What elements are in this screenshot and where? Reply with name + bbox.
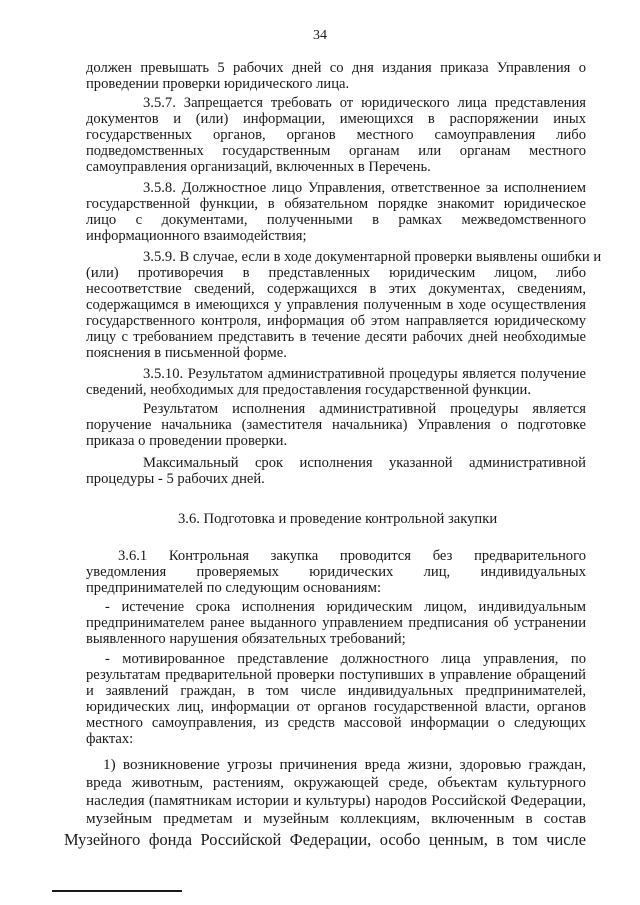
text-line: подведомственных государственным органам или органам местного	[86, 143, 586, 159]
text-line: 3.5.7. Запрещается требовать от юридического лица представления	[143, 95, 586, 111]
text-line: лицу с требованием представить в течение десяти рабочих дней необходимые	[86, 329, 586, 345]
section-heading: 3.6. Подготовка и проведение контрольной закупки	[178, 511, 498, 527]
text-line: местного самоуправления, из средств массовой информации о следующих	[86, 715, 586, 731]
text-line: вреда животным, растениям, окружающей среде, объектам культурного	[86, 774, 586, 791]
text-line: предпринимателей по следующим основаниям:	[86, 580, 382, 596]
text-line: 1) возникновение угрозы причинения вреда жизни, здоровью граждан,	[103, 756, 586, 773]
text-line: государственных органов, органов местного самоуправления либо	[86, 127, 586, 143]
text-line: фактах:	[86, 731, 134, 747]
text-line: юридических лиц, информации от органов государственной власти, органов	[86, 699, 586, 715]
text-line: содержащимся в имеющихся у управления полученным в ходе осуществления	[86, 297, 586, 313]
text-line: выявленного нарушения обязательных требований;	[86, 631, 406, 647]
page-number: 34	[313, 28, 327, 43]
text-line: информационного взаимодействия;	[86, 228, 307, 244]
text-line: 3.6.1 Контрольная закупка проводится без предварительного	[118, 548, 586, 564]
text-line: процедуры - 5 рабочих дней.	[86, 471, 265, 487]
text-line: документов и (или) информации, имеющихся в распоряжении иных	[86, 111, 586, 127]
text-line: Результатом исполнения административной процедуры является	[143, 401, 586, 417]
text-line: 3.5.9. В случае, если в ходе документарной проверки выявлены ошибки и	[143, 249, 602, 265]
text-line: государственной функции, в обязательном порядке знакомит юридическое	[86, 196, 586, 212]
text-line: (или) противоречия в представленных юридическим лицом, либо	[86, 265, 586, 281]
text-line: самоуправления организаций, включенных в Перечень.	[86, 159, 431, 175]
text-line: лицо с документами, полученными в рамках межведомственного	[86, 212, 586, 228]
text-line: результатам предварительной проверки поступивших в управление обращений	[86, 667, 586, 683]
text-line: пояснения в письменной форме.	[86, 345, 287, 361]
text-line: - истечение срока исполнения юридическим лицом, индивидуальным	[105, 599, 586, 615]
text-line: Максимальный срок исполнения указанной административной	[143, 455, 586, 471]
text-line: должен превышать 5 рабочих дней со дня издания приказа Управления о	[86, 60, 586, 76]
footnote-separator	[52, 890, 182, 892]
text-line: Музейного фонда Российской Федерации, особо ценным, в том числе	[64, 830, 586, 849]
text-line: 3.5.10. Результатом административной процедуры является получение	[143, 366, 586, 382]
text-line: сведений, необходимых для предоставления государственной функции.	[86, 382, 532, 398]
text-line: музейным предметам и музейным коллекциям, включенным в состав	[86, 810, 586, 827]
text-line: наследия (памятникам истории и культуры) народов Российской Федерации,	[86, 792, 586, 809]
text-line: уведомления проверяемых юридических лиц, индивидуальных	[86, 564, 586, 580]
text-line: - мотивированное представление должностного лица управления, по	[105, 651, 586, 667]
text-line: проведении проверки юридического лица.	[86, 76, 350, 92]
text-line: поручение начальника (заместителя начальника) Управления о подготовке	[86, 417, 586, 433]
text-line: приказа о проведении проверки.	[86, 433, 288, 449]
text-line: предпринимателем ранее выданного управлением предписания об устранении	[86, 615, 586, 631]
text-line: и заявлений граждан, в том числе индивидуальных предпринимателей,	[86, 683, 586, 699]
text-line: 3.5.8. Должностное лицо Управления, ответственное за исполнением	[143, 180, 586, 196]
text-line: несоответствие сведений, содержащихся в этих документах, сведениям,	[86, 281, 586, 297]
text-line: государственного контроля, информация об этом направляется юридическому	[86, 313, 586, 329]
